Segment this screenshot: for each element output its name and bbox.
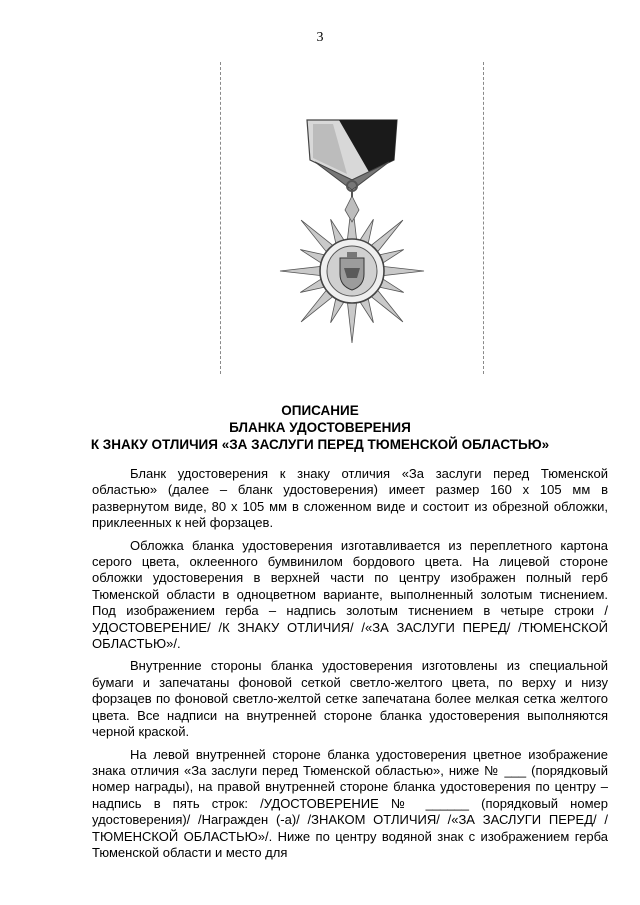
document-body: [92, 466, 608, 867]
title-line-3: К ЗНАКУ ОТЛИЧИЯ «ЗА ЗАСЛУГИ ПЕРЕД ТЮМЕНСКОЙ ОБЛАСТЬЮ»: [90, 437, 550, 452]
paragraph: На левой внутренней стороне бланка удостоверения цветное изображение знака отличия «За заслуги перед Тюменской областью», ниже № ___ (порядковый номер награды), на правой внутренней стороне бланка удостоверения по центру – надпись в пять строк: /УДОСТОВЕРЕНИЕ № ______ (порядковый номер удостоверения)/ /Награжден (-а)/ /ЗНАКОМ ОТЛИЧИЯ/ /«ЗА ЗАСЛУГИ ПЕРЕД/ /ТЮМЕНСКОЙ ОБЛАСТЬЮ»/. Ниже по центру водяной знак с изображением герба Тюменской области и место для: [92, 746, 608, 860]
star-ray: [280, 266, 322, 276]
medal-icon: [221, 62, 483, 374]
paragraph: Обложка бланка удостоверения изготавливается из переплетного картона серого цвета, оклеенного бумвинилом бордового цвета. На лицевой стороне обложки удостоверения в верхней части по центру изображен полный герб Тюменской области в одноцветном варианте, выполненный золотым тиснением. Под изображением герба – надпись золотым тиснением в четыре строки /УДОСТОВЕРЕНИЕ/ /К ЗНАКУ ОТЛИЧИЯ/ /«ЗА ЗАСЛУГИ ПЕРЕД/ /ТЮМЕНСКОЙ ОБЛАСТЬЮ»/.: [92, 537, 608, 652]
paragraph: Бланк удостоверения к знаку отличия «За заслуги перед Тюменской областью» (далее – бланк удостоверения) имеет размер 160 х 105 мм в развернутом виде, 80 х 105 мм в сложенном виде и состоит из обрезной обложки, приклеенных к ней форзацев.: [92, 466, 608, 531]
star-ray: [382, 266, 424, 276]
title-line-1: ОПИСАНИЕ: [281, 403, 359, 418]
title-line-2: БЛАНКА УДОСТОВЕРЕНИЯ: [229, 420, 411, 435]
page-number: 3: [316, 30, 324, 45]
paragraph: Внутренние стороны бланка удостоверения изготовлены из специальной бумаги и запечатаны фоновой сеткой светло-желтого цвета, по верху и низу форзацев по фоновой светло-желтой сетке запечатана более мелкая сетка желтого цвета. Все надписи на внутренней стороне бланка удостоверения выполняются черной краской.: [92, 658, 608, 740]
medal-figure-frame: [220, 62, 484, 374]
star-ray: [347, 301, 357, 343]
document-title: [60, 402, 580, 453]
